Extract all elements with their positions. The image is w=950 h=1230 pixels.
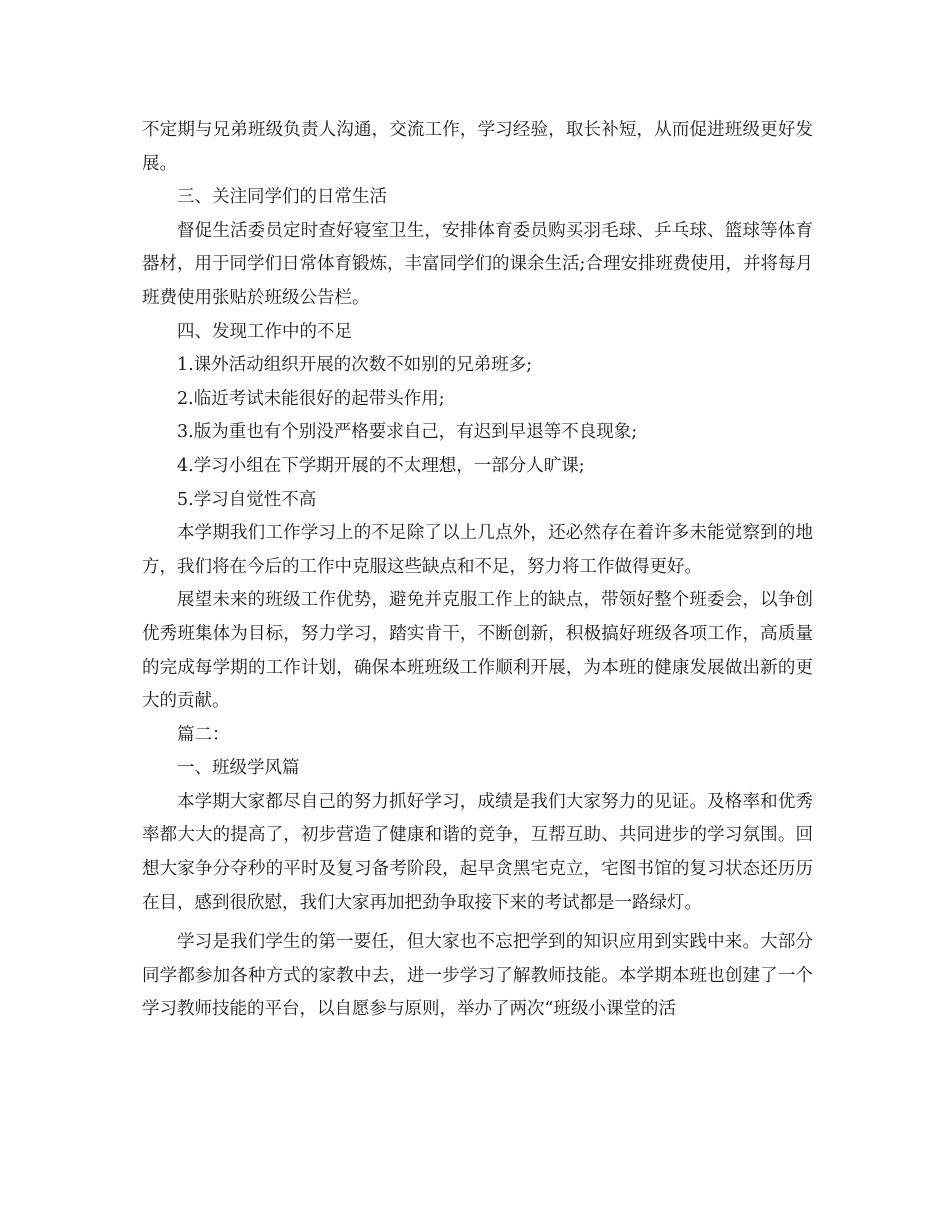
paragraph-practice: 学习是我们学生的第一要任，但大家也不忘把学到的知识应用到实践中来。大部分同学都参加各种方式的家教中去，进一步学习了解教师技能。本学期本班也创建了一个学习教师技能的平台，以自愿参与原则，举办了两次“班级小课堂的活: [142, 932, 813, 1020]
paragraph-daily-life: 督促生活委员定时查好寝室卫生，安排体育委员购买羽毛球、乒乓球、篮球等体育器材，用于同学们日常体育锻炼，丰富同学们的课余生活;合理安排班费使用，并将每月班费使用张贴於班级公告栏。: [142, 220, 813, 308]
list-item-5: 5.学习自觉性不高: [177, 489, 317, 510]
section-heading-daily-life: 三、关注同学们的日常生活: [177, 187, 387, 208]
document-body: [142, 114, 813, 1027]
paragraph-study-style: 本学期大家都尽自己的努力抓好学习，成绩是我们大家努力的见证。及格率和优秀率都大大的提高了，初步营造了健康和谐的竞争，互帮互助、共同进步的学习氛围。回想大家争分夺秒的平时及复习备考阶段，起早贪黑宅克立，宅图书馆的复习状态还历历在目，感到很欣慰，我们大家再加把劲争取接下来的考试都是一路绿灯。: [142, 791, 813, 913]
paragraph-continuation: 不定期与兄弟班级负责人沟通，交流工作，学习经验，取长补短，从而促进班级更好发展。: [142, 120, 813, 174]
list-item-3: 3.版为重也有个别没严格要求自己，有迟到早退等不良现象;: [177, 422, 638, 443]
paragraph-shortcomings-summary: 本学期我们工作学习上的不足除了以上几点外，还必然存在着许多未能觉察到的地方，我们将在今后的工作中克服这些缺点和不足，努力将工作做得更好。: [142, 523, 813, 577]
list-item-2: 2.临近考试未能很好的起带头作用;: [177, 388, 445, 409]
list-item-4: 4.学习小组在下学期开展的不太理想，一部分人旷课;: [177, 455, 585, 476]
list-item-1: 1.课外活动组织开展的次数不如别的兄弟班多;: [177, 355, 533, 376]
part-two-heading: 篇二：: [177, 724, 230, 745]
section-heading-study-style: 一、班级学风篇: [177, 758, 300, 779]
paragraph-outlook: 展望未来的班级工作优势，避免并克服工作上的缺点，带领好整个班委会，以争创优秀班集体为目标，努力学习，踏实肯干，不断创新，积极搞好班级各项工作，高质量的完成每学期的工作计划，确保本班班级工作顺利开展，为本班的健康发展做出新的更大的贡献。: [142, 590, 813, 712]
section-heading-shortcomings: 四、发现工作中的不足: [177, 321, 352, 342]
